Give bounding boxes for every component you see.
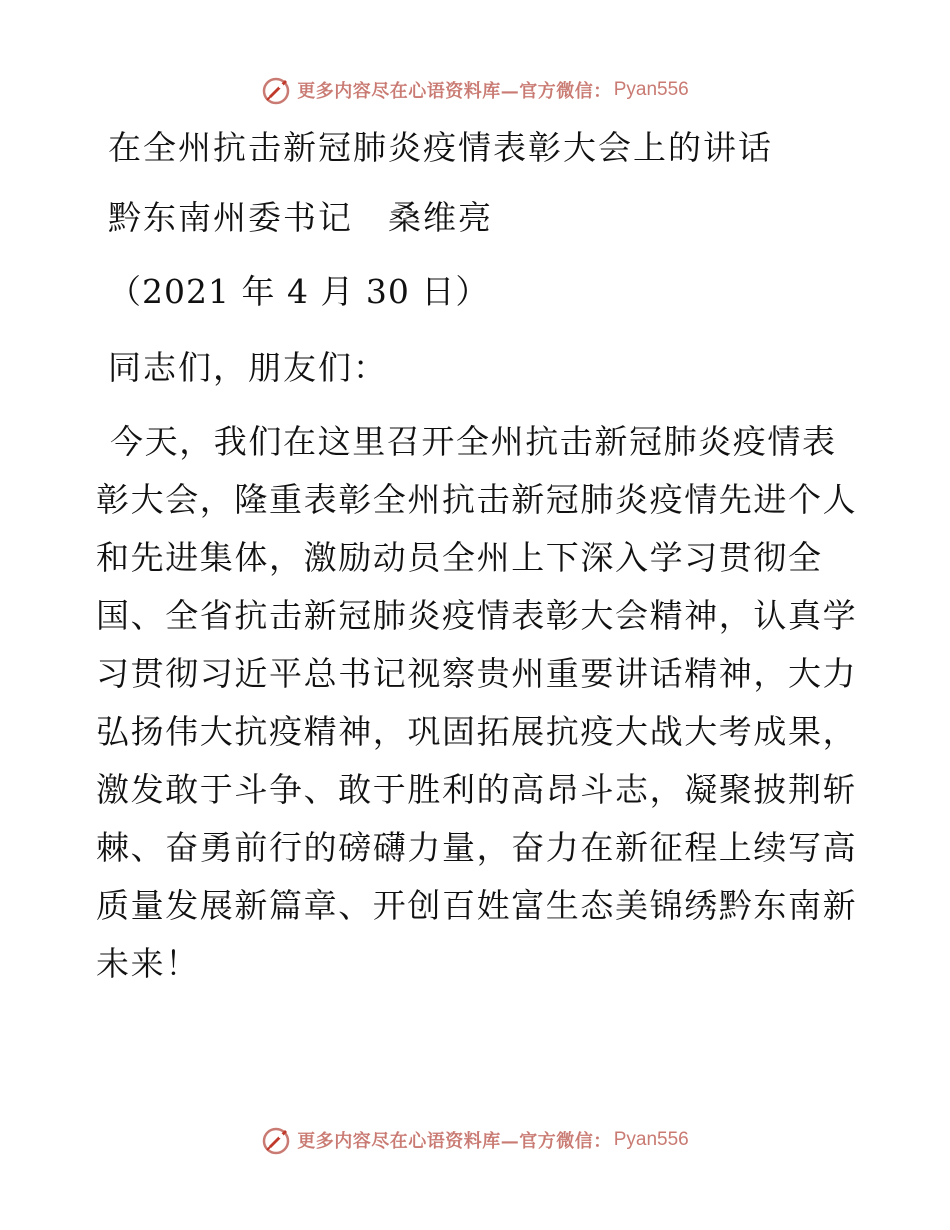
document-author: 黔东南州委书记 桑维亮 [108,198,493,237]
header-wechat-id: Pyan556 [613,79,689,100]
paragraph-line: 国、全省抗击新冠肺炎疫情表彰大会精神，认真学 [96,596,858,635]
paragraph-line: 未来！ [96,944,200,983]
paragraph-line: 弘扬伟大抗疫精神，巩固拓展抗疫大战大考成果， [96,712,858,751]
paragraph-line: 彰大会，隆重表彰全州抗击新冠肺炎疫情先进个人 [96,480,858,519]
paragraph-line: 今天，我们在这里召开全州抗击新冠肺炎疫情表 [110,422,837,461]
paragraph-line: 质量发展新篇章、开创百姓富生态美锦绣黔东南新 [96,886,858,925]
document-greeting: 同志们，朋友们： [108,348,388,387]
quill-logo-icon [261,1124,293,1156]
header-watermark-text: 更多内容尽在心语资料库—官方微信： [297,81,612,102]
paragraph-line: 激发敢于斗争、敢于胜利的高昂斗志，凝聚披荆斩 [96,770,858,809]
quill-logo-icon [261,74,293,106]
document-date: （2021 年 4 月 30 日） [108,272,490,311]
footer-watermark-banner [0,1120,950,1160]
paragraph-line: 和先进集体，激励动员全州上下深入学习贯彻全 [96,538,823,577]
footer-wechat-id: Pyan556 [613,1129,689,1150]
header-watermark-banner [0,70,950,110]
footer-watermark-text: 更多内容尽在心语资料库—官方微信： [297,1131,612,1152]
document-title: 在全州抗击新冠肺炎疫情表彰大会上的讲话 [108,128,773,167]
paragraph-line: 棘、奋勇前行的磅礴力量，奋力在新征程上续写高 [96,828,858,867]
paragraph-line: 习贯彻习近平总书记视察贵州重要讲话精神，大力 [96,654,858,693]
body-paragraph [96,418,856,998]
